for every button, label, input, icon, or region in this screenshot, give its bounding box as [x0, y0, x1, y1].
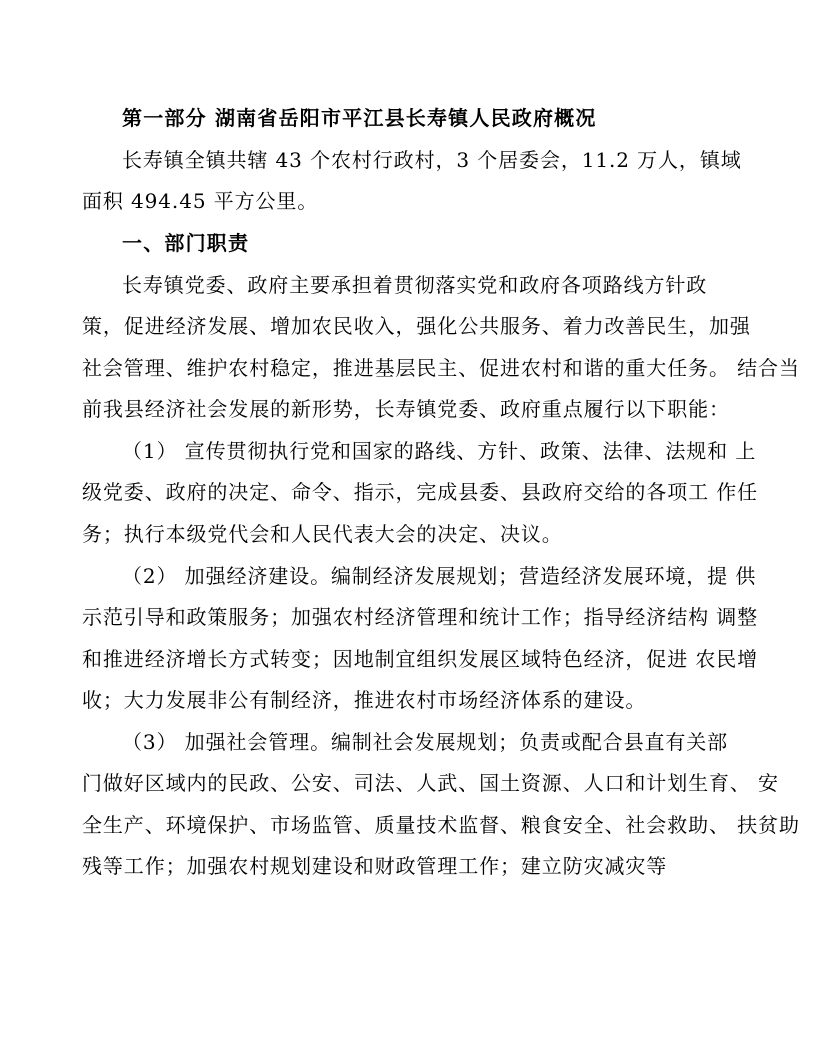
duty-2-line: （2） 加强经济建设。编制经济发展规划；营造经济发展环境，提 供: [122, 564, 757, 588]
duty-2-line: 收；大力发展非公有制经济，推进农村市场经济体系的建设。: [82, 688, 647, 712]
duty-1-line: （1） 宣传贯彻执行党和国家的路线、方针、政策、法律、法规和 上: [122, 439, 757, 463]
section-heading: 一、部门职责: [122, 231, 250, 255]
overview-line: 长寿镇全镇共辖 43 个农村行政村，3 个居委会，11.2 万人，镇域: [122, 148, 742, 172]
intro-line: 策，促进经济发展、增加农民收入，强化公共服务、着力改善民生，加强: [82, 314, 751, 338]
duty-3-line: 全生产、环境保护、市场监管、质量技术监督、粮食安全、社会救助、 扶贫助: [82, 813, 800, 837]
intro-line: 社会管理、维护农村稳定，推进基层民主、促进农村和谐的重大任务。 结合当: [82, 356, 800, 380]
overview-line: 面积 494.45 平方公里。: [82, 189, 319, 213]
duty-2-line: 示范引导和政策服务；加强农村经济管理和统计工作；指导经济结构 调整: [82, 605, 759, 629]
duty-3-line: 残等工作；加强农村规划建设和财政管理工作；建立防灾减灾等: [82, 854, 668, 878]
intro-line: 长寿镇党委、政府主要承担着贯彻落实党和政府各项路线方针政: [122, 273, 708, 297]
duty-3-line: 门做好区域内的民政、公安、司法、人武、国土资源、人口和计划生育、 安: [82, 771, 779, 795]
intro-line: 前我县经济社会发展的新形势，长寿镇党委、政府重点履行以下职能：: [82, 397, 730, 421]
duty-3-line: （3） 加强社会管理。编制社会发展规划；负责或配合县直有关部: [122, 730, 729, 754]
duty-1-line: 务；执行本级党代会和人民代表大会的决定、决议。: [82, 522, 563, 546]
duty-1-line: 级党委、政府的决定、命令、指示，完成县委、县政府交给的各项工 作任: [82, 480, 759, 504]
part-title: 第一部分 湖南省岳阳市平江县长寿镇人民政府概况: [122, 106, 597, 130]
duty-2-line: 和推进经济增长方式转变；因地制宜组织发展区域特色经济，促进 农民增: [82, 647, 759, 671]
